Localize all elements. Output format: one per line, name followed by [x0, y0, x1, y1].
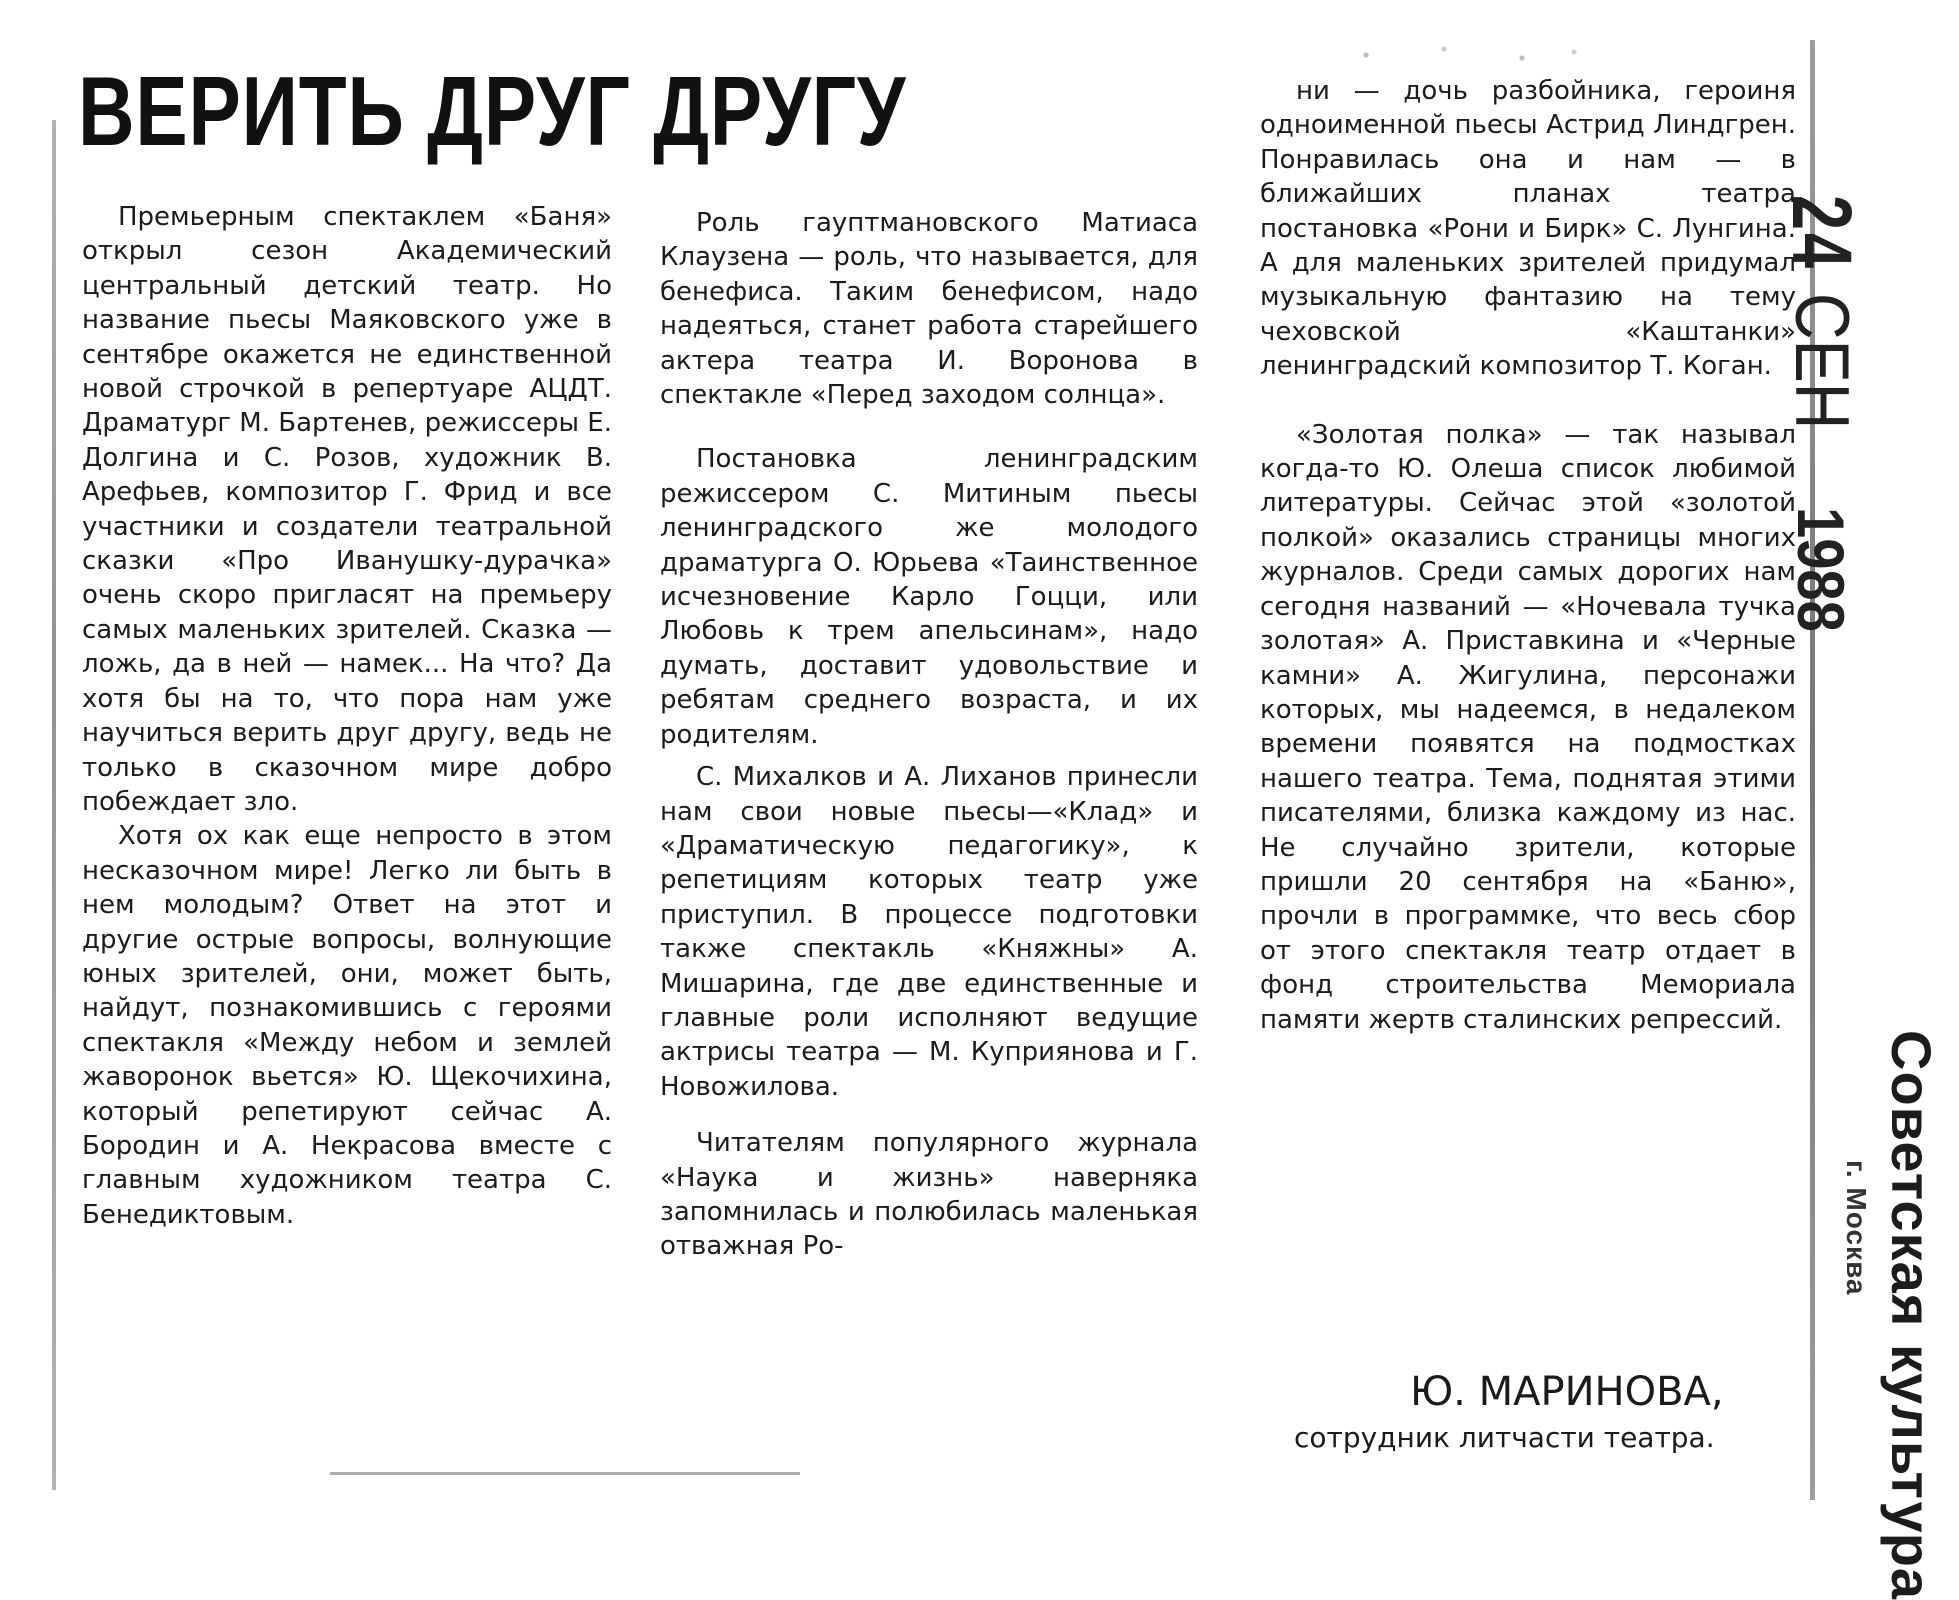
article-paragraph: Читателям популярного журнала «Наука и жизнь» наверняка запомнилась и полюбилась маленькая отважная Ро-: [660, 1128, 1198, 1262]
article-column-3: [1260, 74, 1796, 1037]
article-paragraph: ни — дочь разбойника, героиня одноименной пьесы Астрид Линдгрен. Понравилась она и нам — в ближайших планах театра постановка «Рони и Бирк» С. Лунгина. А для маленьких зрителей придумал музыкальную фантазию на тему чеховской «Каштанки» ленинградский композитор Т. Коган.: [1260, 76, 1796, 382]
newspaper-city: г. Москва: [1841, 1160, 1872, 1296]
article-paragraph: Постановка ленинградским режиссером С. Митиным пьесы ленинградского же молодого драматурга О. Юрьева «Таинственное исчезновение Карло Гоцци, или Любовь к трем апельсинам», надо думать, доставит удовольствие и ребятам среднего возраста, и их родителям.: [660, 444, 1198, 750]
newspaper-source-stamp: [1841, 1030, 1944, 1600]
date-stamp-month: СЕН: [1779, 292, 1864, 430]
article-column-1: [82, 200, 612, 1232]
date-stamp-year: 1988: [1784, 506, 1859, 632]
article-paragraph: Премьерным спектаклем «Баня» открыл сезон Академический центральный детский театр. Но название пьесы Маяковского уже в сентябре окажется не единственной новой строчкой в репертуаре АЦДТ. Драматург М. Бартенев, режиссеры Е. Долгина и С. Розов, художник В. Арефьев, композитор Г. Фрид и все участники и создатели театральной сказки «Про Иванушку-дурачка» очень скоро пригласят на премьеру самых маленьких зрителей. Сказка — ложь, да в ней — намек... На что? Да хотя бы на то, что пора нам уже научиться верить друг другу, ведь не только в сказочном мире добро побеждает зло.: [82, 202, 612, 817]
article-paragraph: «Золотая полка» — так называл когда-то Ю. Олеша список любимой литературы. Сейчас этой «золотой полкой» оказались страницы многих журналов. Среди самых дорогих нам сегодня названий — «Ночевала тучка золотая» А. Приставкина и «Черные камни» А. Жигулина, персонажи которых, мы надеемся, в недалеком времени появятся на подмостках нашего театра. Тема, поднятая этими писателями, близка каждому из нас. Не случайно зрители, которые пришли 20 сентября на «Баню», прочли в программке, что весь сбор от этого спектакля театр отдает в фонд строительства Мемориала памяти жертв сталинских репрессий.: [1260, 419, 1796, 1035]
article-paragraph: Хотя ох как еще непросто в этом несказочном мире! Легко ли быть в нем молодым? Ответ на этот и другие острые вопросы, волнующие юных зрителей, они, может быть, найдут, познакомившись с героями спектакля «Между небом и землей жаворонок вьется» Ю. Щекочихина, который репетируют сейчас А. Бородин и А. Некрасова вместе с главным художником театра С. Бенедиктовым.: [82, 821, 612, 1230]
article-paragraph: С. Михалков и А. Лиханов принесли нам свои новые пьесы—«Клад» и «Драматическую педагогику», к репетициям которых театр уже приступил. В процессе подготовки также спектакль «Княжны» А. Мишарина, где две единственные и главные роли исполняют ведущие актрисы театра — М. Куприянова и Г. Новожилова.: [660, 762, 1198, 1102]
article-paragraph: Роль гауптмановского Матиаса Клаузена — роль, что называется, для бенефиса. Таким бенефисом, надо надеяться, станет работа старейшего актера театра И. Воронова в спектакле «Перед заходом солнца».: [660, 208, 1198, 411]
date-stamp: [1773, 195, 1870, 643]
date-stamp-day: 24: [1775, 195, 1869, 272]
author-signature: Ю. МАРИНОВА,: [1410, 1369, 1724, 1415]
scan-left-border: [52, 120, 56, 1490]
scan-noise: [1340, 40, 1600, 70]
newspaper-name: Советская культура: [1880, 1030, 1943, 1600]
article-title: ВЕРИТЬ ДРУГ ДРУГУ: [78, 56, 907, 166]
article-column-2: [660, 206, 1198, 1264]
scan-bottom-rule: [330, 1472, 800, 1475]
author-role: сотрудник литчасти театра.: [1294, 1421, 1715, 1454]
